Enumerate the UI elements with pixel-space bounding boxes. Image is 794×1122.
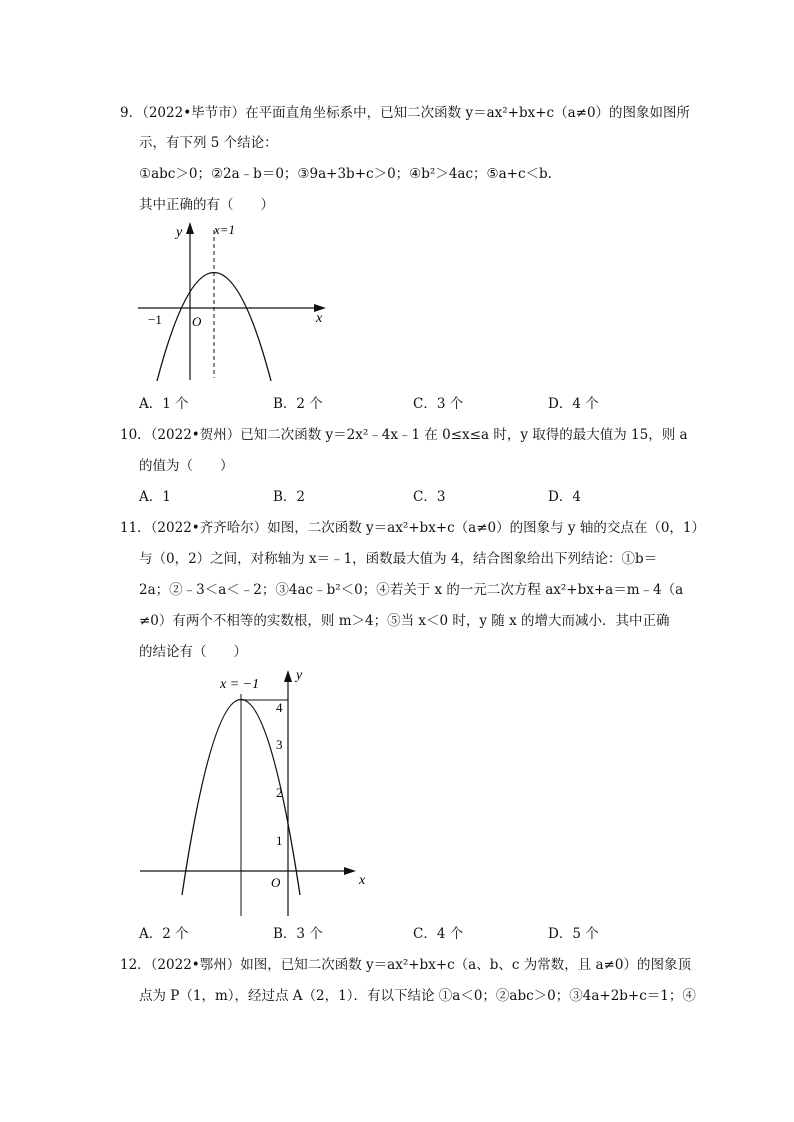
q9-line-1: 9．（2022•毕节市）在平面直角坐标系中，已知二次函数 y＝ax²+bx+c（a≠0）的图象如图所 — [120, 105, 691, 121]
q11-option-b[interactable]: B．3 个 — [273, 926, 323, 942]
q11-option-a[interactable]: A．2 个 — [139, 926, 189, 942]
q11-tick-3: 3 — [276, 737, 283, 752]
q9-line-2: 示，有下列 5 个结论： — [139, 135, 278, 151]
q10-line-1: 10．（2022•贺州）已知二次函数 y＝2x²﹣4x﹣1 在 0≤x≤a 时，y 取得的最大值为 15，则 a — [120, 427, 688, 443]
q11-x-arrow — [344, 867, 356, 875]
q10-option-a[interactable]: A．1 — [139, 489, 171, 505]
q10-option-d[interactable]: D．4 — [548, 489, 581, 505]
q11-axis-label: x = −1 — [220, 677, 260, 692]
q9-axis-label: x=1 — [214, 222, 236, 237]
q11-origin-label: O — [271, 875, 281, 890]
q9-option-c[interactable]: C．3 个 — [413, 396, 464, 412]
q11-x-label: x — [359, 873, 366, 888]
q11-line-5: 的结论有（ ） — [139, 644, 247, 660]
q10-option-c[interactable]: C．3 — [413, 489, 446, 505]
q11-line-3: 2a；②﹣3＜a＜﹣2；③4ac﹣b²＜0；④若关于 x 的一元二次方程 ax²+bx+a＝m﹣4（a — [139, 582, 684, 598]
q9-conclusions: ①abc＞0；②2a﹣b＝0；③9a+3b+c＞0；④b²＞4ac；⑤a+c＜b. — [139, 166, 552, 182]
q9-x-label: x — [316, 311, 323, 326]
q11-tick-1: 1 — [276, 833, 283, 848]
q11-y-arrow — [284, 670, 292, 682]
q11-line-4: ≠0）有两个不相等的实数根，则 m＞4；⑤当 x＜0 时，y 随 x 的增大而减小．其中正确 — [139, 613, 670, 629]
q9-y-arrow — [186, 222, 194, 234]
q9-option-d[interactable]: D．4 个 — [548, 396, 599, 412]
q9-neg1-label: −1 — [148, 312, 162, 327]
q9-figure — [130, 218, 340, 388]
q11-line-1: 11．（2022•齐齐哈尔）如图，二次函数 y＝ax²+bx+c（a≠0）的图象与 y 轴的交点在（0，1） — [120, 520, 706, 536]
q9-origin-label: O — [192, 314, 202, 329]
q11-y-label: y — [296, 668, 303, 683]
q12-line-2: 点为 P（1，m），经过点 A（2，1）．有以下结论 ①a＜0；②abc＞0；③4a+2b+c＝1；④ — [139, 988, 696, 1004]
q11-tick-4: 4 — [276, 700, 283, 715]
q11-tick-2: 2 — [276, 785, 283, 800]
q9-option-a[interactable]: A．1 个 — [139, 396, 189, 412]
q9-question: 其中正确的有（ ） — [139, 197, 274, 213]
q11-option-d[interactable]: D．5 个 — [548, 926, 599, 942]
q11-line-2: 与（0，2）之间，对称轴为 x＝﹣1，函数最大值为 4，结合图象给出下列结论：①b＝ — [139, 551, 658, 567]
q9-option-b[interactable]: B．2 个 — [273, 396, 323, 412]
q9-y-label: y — [176, 225, 183, 240]
q10-option-b[interactable]: B．2 — [273, 489, 306, 505]
q12-line-1: 12．（2022•鄂州）如图，已知二次函数 y＝ax²+bx+c（a、b、c 为常数，且 a≠0）的图象顶 — [120, 957, 691, 973]
q11-figure — [130, 664, 380, 919]
q10-line-2: 的值为（ ） — [139, 458, 234, 474]
q11-option-c[interactable]: C．4 个 — [413, 926, 464, 942]
